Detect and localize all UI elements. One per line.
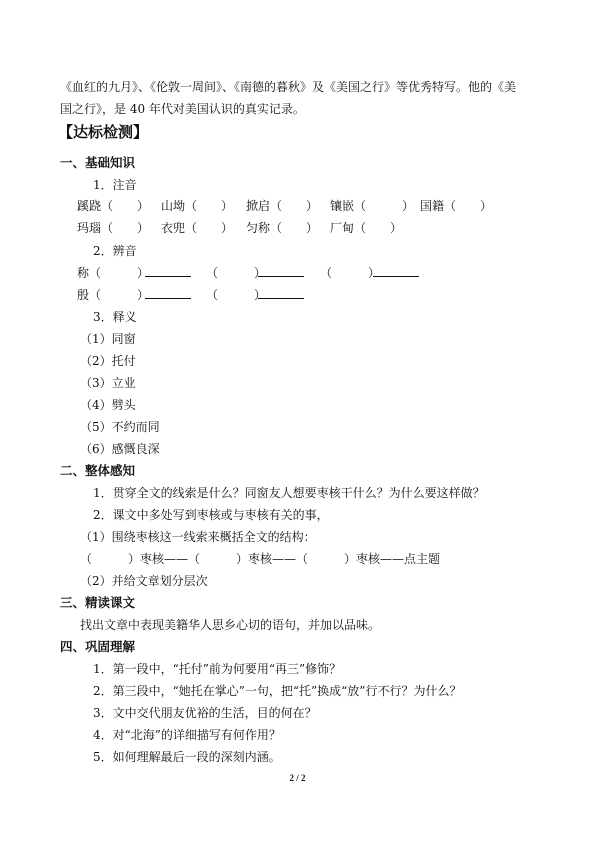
zhuyin-item: 衣兜（ ） <box>161 221 234 235</box>
zhuyin-item: 玛瑙（ ） <box>77 221 150 235</box>
bianyin-paren: （ ） <box>206 266 267 280</box>
s3-text: 找出文章中表现美籍华人思乡心切的语句，并加以品味。 <box>80 618 381 632</box>
shiyi-item: （2）托付 <box>80 354 136 368</box>
bianyin-char: 称 <box>77 266 90 280</box>
bianyin-paren: （ ） <box>89 266 150 280</box>
zhuyin-item: 匀称（ ） <box>246 221 319 235</box>
shiyi-item: （3）立业 <box>80 376 136 390</box>
zhuyin-item: 国籍（ ） <box>420 199 493 213</box>
shiyi-item: （6）感慨良深 <box>80 442 160 456</box>
s2-q2: 2．课文中多处写到枣核或与枣核有关的事， <box>93 508 329 522</box>
shiyi-item: （4）劈头 <box>80 398 136 412</box>
bianyin-paren: （ ） <box>89 288 150 302</box>
page-number: 2 / 2 <box>289 773 306 783</box>
s1-q3-title: 3．释义 <box>93 310 137 324</box>
s2-heading: 二、整体感知 <box>60 463 136 478</box>
s2-q1: 1．贯穿全文的线索是什么？同窗友人想要枣核干什么？为什么要这样做？ <box>93 486 485 500</box>
intro-line-1: 《血红的九月》、《伦敦一周间》、《南德的暮秋》及《美国之行》等优秀特写。他的《美 <box>60 80 517 94</box>
s2-structure: （ ）枣核——（ ）枣核——（ ）枣核——点主题 <box>80 552 441 566</box>
bianyin-paren: （ ） <box>320 266 381 280</box>
answer-blank[interactable] <box>145 265 191 281</box>
answer-blank[interactable] <box>145 287 191 303</box>
answer-blank[interactable] <box>258 287 304 303</box>
bianyin-char: 殷 <box>77 288 90 302</box>
bianyin-paren: （ ） <box>206 288 267 302</box>
s1-heading: 一、基础知识 <box>60 155 136 170</box>
answer-blank[interactable] <box>258 265 304 281</box>
s1-q2-title: 2．辨音 <box>93 244 137 258</box>
s4-heading: 四、巩固理解 <box>60 639 136 654</box>
zhuyin-item: 蹊跷（ ） <box>77 199 150 213</box>
zhuyin-item: 镶嵌（ ） <box>330 199 415 213</box>
s1-q1-title: 1．注音 <box>93 178 137 192</box>
section-title: 【达标检测】 <box>58 123 149 141</box>
zhuyin-item: 山坳（ ） <box>161 199 234 213</box>
s2-sub2: （2）并给文章划分层次 <box>80 574 208 588</box>
s4-item: 2．第三段中，“她托在掌心”一句，把“托”换成“放”行不行？为什么？ <box>93 684 462 698</box>
s4-item: 5．如何理解最后一段的深刻内涵。 <box>93 750 281 764</box>
shiyi-item: （5）不约而同 <box>80 420 160 434</box>
s3-heading: 三、精读课文 <box>60 595 136 610</box>
zhuyin-item: 厂甸（ ） <box>330 221 403 235</box>
s4-item: 4．对“北海”的详细描写有何作用？ <box>93 728 281 742</box>
s2-sub1: （1）围绕枣核这一线索来概括全文的结构： <box>80 530 316 544</box>
zhuyin-item: 掀启（ ） <box>246 199 319 213</box>
s4-item: 3．文中交代朋友优裕的生活，目的何在？ <box>93 706 317 720</box>
shiyi-item: （1）同窗 <box>80 332 136 346</box>
answer-blank[interactable] <box>373 265 419 281</box>
intro-line-2: 国之行》，是 40 年代对美国认识的真实记录。 <box>60 102 305 116</box>
s4-item: 1．第一段中，“托付”前为何要用“再三”修饰？ <box>93 662 342 676</box>
